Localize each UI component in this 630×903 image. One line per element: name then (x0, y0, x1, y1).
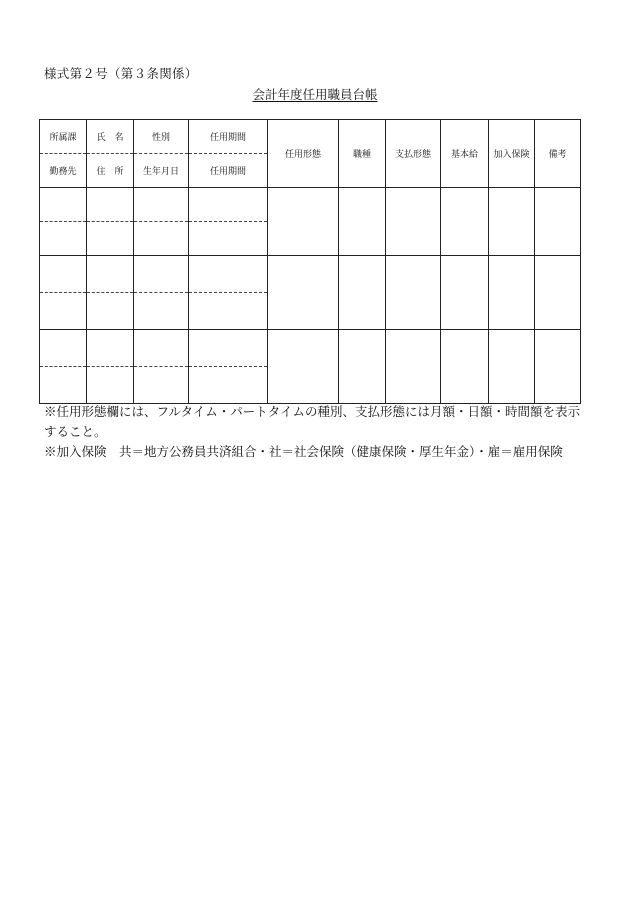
entry-3-job-type-cell[interactable] (339, 330, 386, 404)
entry-1-period-start-cell[interactable] (189, 188, 268, 222)
entry-3-name-cell[interactable] (87, 330, 134, 367)
header-address: 住 所 (87, 154, 134, 188)
entry-3-insurance-cell[interactable] (489, 330, 535, 404)
header-remarks: 備考 (535, 120, 581, 188)
header-base-pay: 基本給 (441, 120, 489, 188)
entry-2-job-type-cell[interactable] (339, 256, 386, 330)
entry-2-period-end-cell[interactable] (189, 293, 268, 330)
entry-1-address-cell[interactable] (87, 222, 134, 256)
entry-2-workplace-cell[interactable] (40, 293, 87, 330)
entry-2-gender-cell[interactable] (134, 256, 189, 293)
form-number-label: 様式第２号（第３条関係） (44, 66, 198, 81)
entry-3-payment-type-cell[interactable] (386, 330, 441, 404)
entry-2-remarks-cell[interactable] (535, 256, 581, 330)
entry-3-gender-cell[interactable] (134, 330, 189, 367)
entry-2-dept-cell[interactable] (40, 256, 87, 293)
entry-2-base-pay-cell[interactable] (441, 256, 489, 330)
header-name: 氏 名 (87, 120, 134, 154)
header-dept: 所属課 (40, 120, 87, 154)
entry-1-remarks-cell[interactable] (535, 188, 581, 256)
entry-1-base-pay-cell[interactable] (441, 188, 489, 256)
entry-2-address-cell[interactable] (87, 293, 134, 330)
header-birthdate: 生年月日 (134, 154, 189, 188)
document-title-text: 会計年度任用職員台帳 (252, 87, 378, 102)
header-employment-type: 任用形態 (268, 120, 339, 188)
entry-1-dept-cell[interactable] (40, 188, 87, 222)
header-job-type: 職種 (339, 120, 386, 188)
entry-3-workplace-cell[interactable] (40, 367, 87, 404)
entry-1-workplace-cell[interactable] (40, 222, 87, 256)
employee-ledger-table (39, 119, 581, 404)
note-insurance-legend: ※加入保険 共＝地方公務員共済組合・社＝社会保険（健康保険・厚生年金）・雇＝雇用保険 (44, 444, 563, 459)
header-payment-type: 支払形態 (386, 120, 441, 188)
entry-2-insurance-cell[interactable] (489, 256, 535, 330)
header-workplace: 勤務先 (40, 154, 87, 188)
header-row-top (40, 120, 581, 154)
entry-1-period-end-cell[interactable] (189, 222, 268, 256)
header-insurance: 加入保険 (489, 120, 535, 188)
entry-2-birthdate-cell[interactable] (134, 293, 189, 330)
entry-2-period-start-cell[interactable] (189, 256, 268, 293)
entry-2-employment-type-cell[interactable] (268, 256, 339, 330)
entry-1-birthdate-cell[interactable] (134, 222, 189, 256)
note-employment-type: ※任用形態欄には、フルタイム・パートタイムの種別、支払形態には月額・日額・時間額を表示すること。 (44, 404, 581, 439)
entry-1-payment-type-cell[interactable] (386, 188, 441, 256)
entry-3-period-start-cell[interactable] (189, 330, 268, 367)
entry-1-job-type-cell[interactable] (339, 188, 386, 256)
entry-2-upper (40, 256, 581, 293)
entry-3-address-cell[interactable] (87, 367, 134, 404)
notes-section (44, 402, 592, 462)
header-period-top: 任用期間 (189, 120, 268, 154)
document-title (0, 85, 630, 103)
entry-2-payment-type-cell[interactable] (386, 256, 441, 330)
entry-3-base-pay-cell[interactable] (441, 330, 489, 404)
entry-1-gender-cell[interactable] (134, 188, 189, 222)
header-period-bottom: 任用期間 (189, 154, 268, 188)
entry-1-employment-type-cell[interactable] (268, 188, 339, 256)
header-gender: 性別 (134, 120, 189, 154)
entry-1-insurance-cell[interactable] (489, 188, 535, 256)
entry-1-name-cell[interactable] (87, 188, 134, 222)
entry-3-upper (40, 330, 581, 367)
entry-3-period-end-cell[interactable] (189, 367, 268, 404)
entry-3-birthdate-cell[interactable] (134, 367, 189, 404)
entry-3-employment-type-cell[interactable] (268, 330, 339, 404)
entry-3-remarks-cell[interactable] (535, 330, 581, 404)
entry-2-name-cell[interactable] (87, 256, 134, 293)
entry-3-dept-cell[interactable] (40, 330, 87, 367)
entry-1-upper (40, 188, 581, 222)
